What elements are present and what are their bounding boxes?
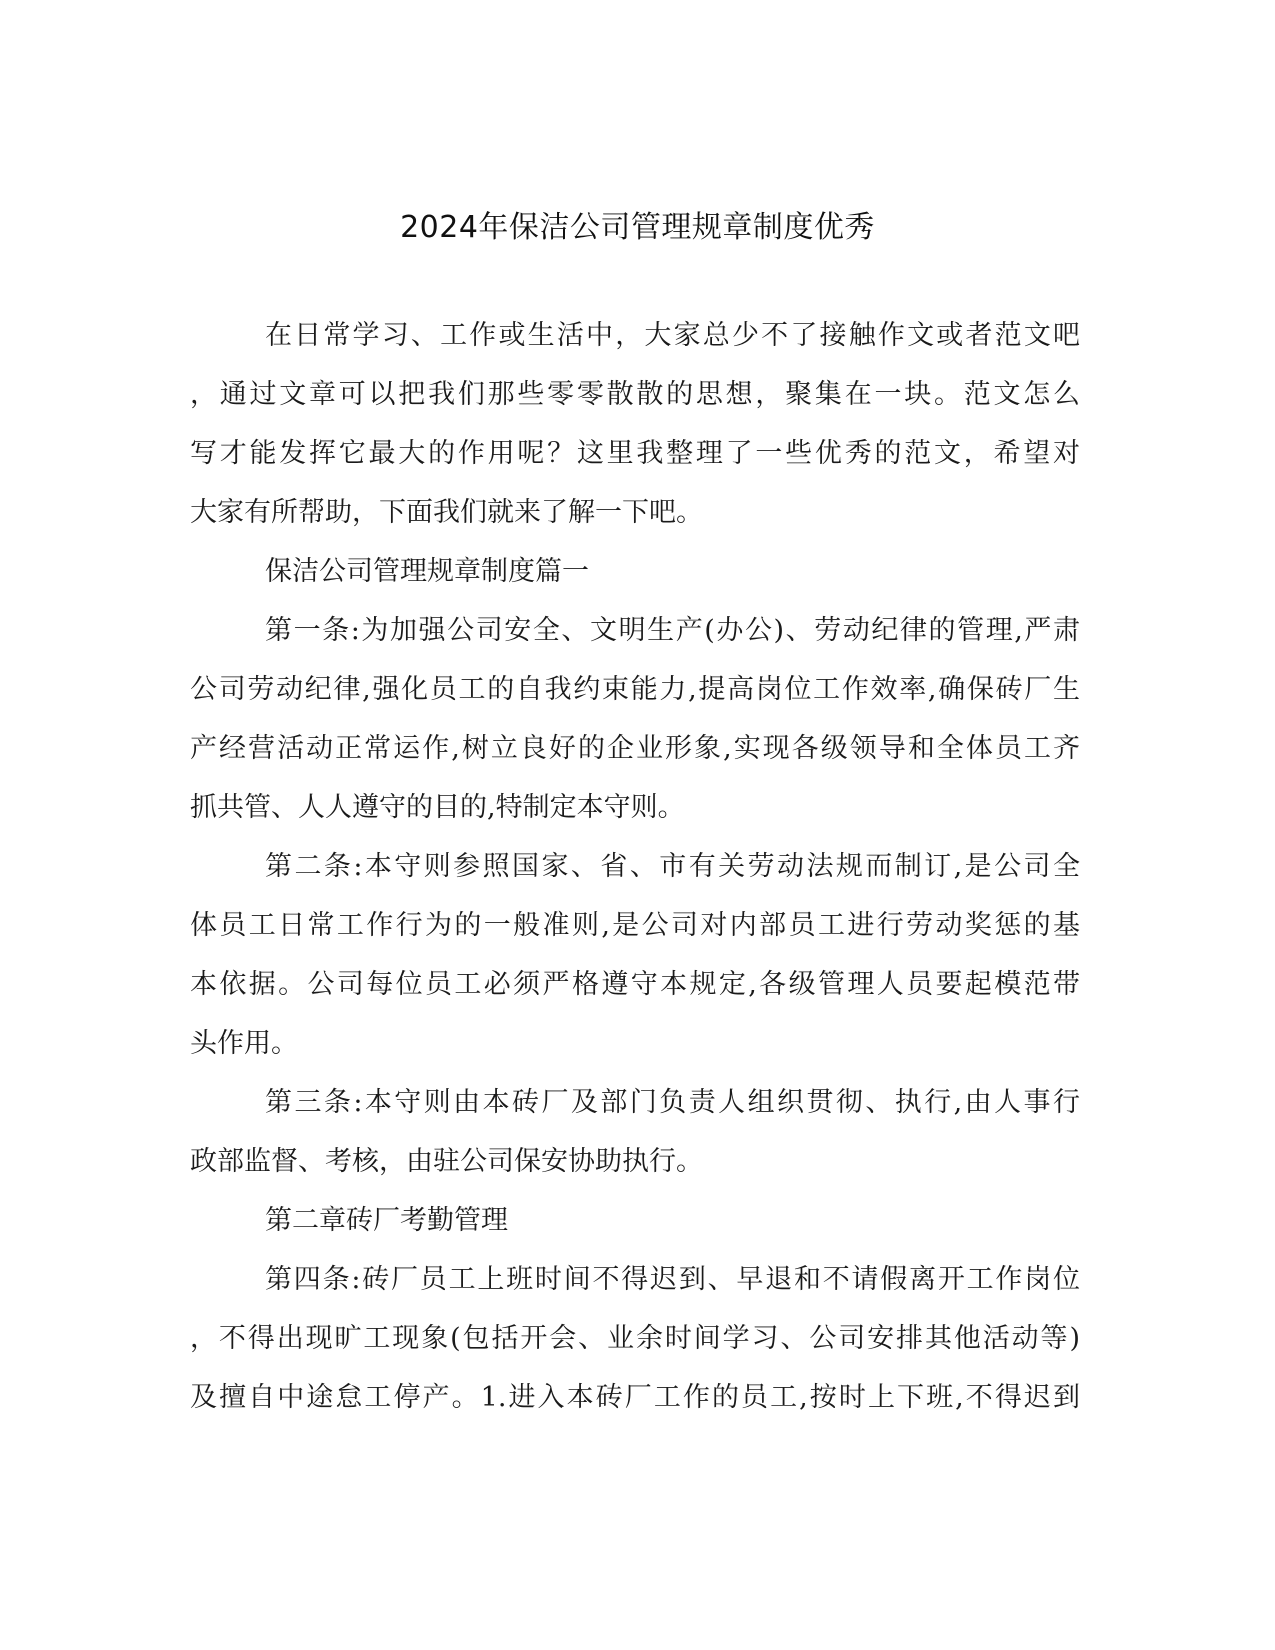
body-line: 及擅自中途怠工停产。1.进入本砖厂工作的员工,按时上下班,不得迟到 xyxy=(190,1382,1080,1413)
body-line: 第四条:砖厂员工上班时间不得迟到、早退和不请假离开工作岗位 xyxy=(265,1264,1080,1295)
body-line: 头作用。 xyxy=(190,1028,298,1059)
section-heading: 保洁公司管理规章制度篇一 xyxy=(265,556,589,587)
document-title: 2024年保洁公司管理规章制度优秀 xyxy=(400,210,875,245)
body-line: 第三条:本守则由本砖厂及部门负责人组织贯彻、执行,由人事行 xyxy=(265,1087,1080,1118)
body-line: 第二条:本守则参照国家、省、市有关劳动法规而制订,是公司全 xyxy=(265,851,1080,882)
body-line: 公司劳动纪律,强化员工的自我约束能力,提高岗位工作效率,确保砖厂生 xyxy=(190,674,1080,705)
body-line: 第一条:为加强公司安全、文明生产(办公)、劳动纪律的管理,严肃 xyxy=(265,615,1080,646)
body-line: ，不得出现旷工现象(包括开会、业余时间学习、公司安排其他活动等) xyxy=(190,1323,1080,1354)
chapter-heading: 第二章砖厂考勤管理 xyxy=(265,1205,508,1236)
body-line: 政部监督、考核，由驻公司保安协助执行。 xyxy=(190,1146,703,1177)
body-line: 体员工日常工作行为的一般准则,是公司对内部员工进行劳动奖惩的基 xyxy=(190,910,1080,941)
body-line: 本依据。公司每位员工必须严格遵守本规定,各级管理人员要起模范带 xyxy=(190,969,1080,1000)
body-line: 写才能发挥它最大的作用呢？这里我整理了一些优秀的范文，希望对 xyxy=(190,438,1080,469)
body-line: 大家有所帮助，下面我们就来了解一下吧。 xyxy=(190,497,703,528)
body-line: 抓共管、人人遵守的目的,特制定本守则。 xyxy=(190,792,685,823)
body-line: 在日常学习、工作或生活中，大家总少不了接触作文或者范文吧 xyxy=(265,320,1080,351)
body-line: ，通过文章可以把我们那些零零散散的思想，聚集在一块。范文怎么 xyxy=(190,379,1080,410)
body-line: 产经营活动正常运作,树立良好的企业形象,实现各级领导和全体员工齐 xyxy=(190,733,1080,764)
